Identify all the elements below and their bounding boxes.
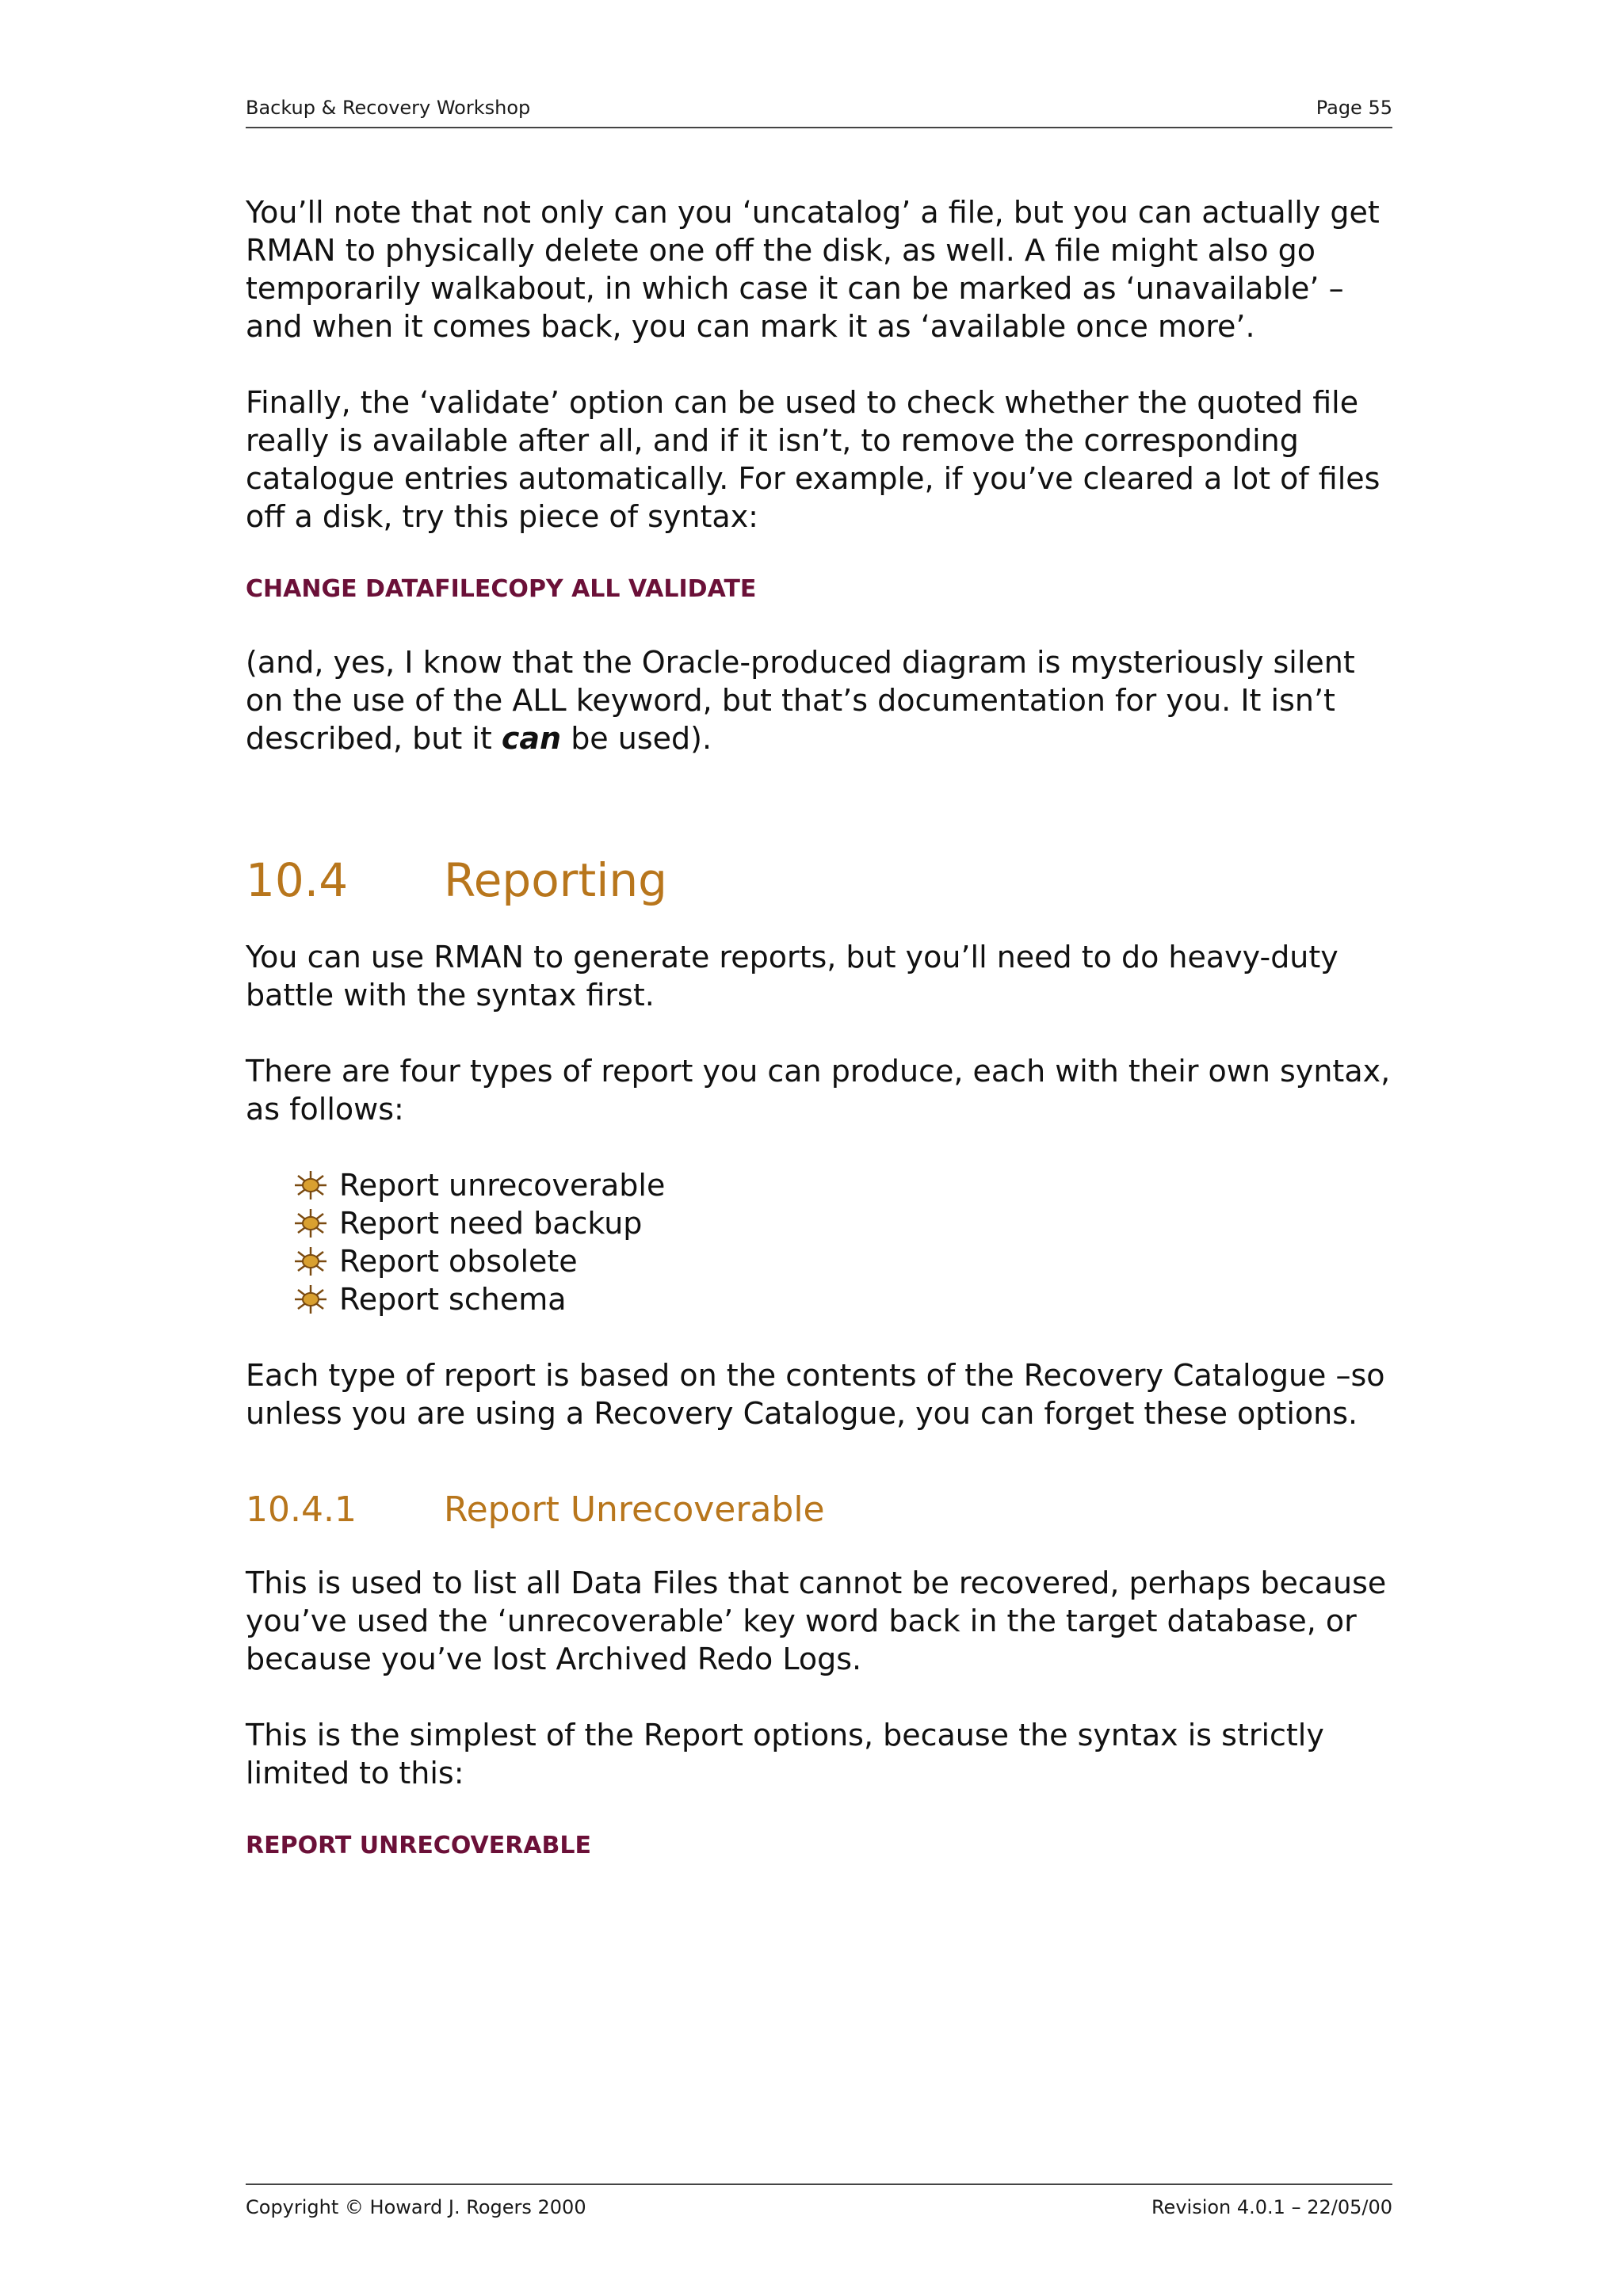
subsection-number: 10.4.1: [246, 1489, 357, 1530]
code-snippet: CHANGE DATAFILECOPY ALL VALIDATE: [246, 575, 757, 603]
list-item: [293, 1280, 1392, 1318]
paragraph: Each type of report is based on the contents of the Recovery Catalogue –so unless you are using a Recovery Catalogue, you can forget these options.: [246, 1358, 1385, 1431]
document-title: Backup & Recovery Workshop: [246, 97, 531, 119]
section-heading: [246, 852, 1392, 908]
subsection-heading: [246, 1488, 1392, 1532]
list-item-text: Report schema: [339, 1282, 567, 1317]
list-item-text: Report obsolete: [339, 1244, 578, 1279]
paragraph: This is used to list all Data Files that cannot be recovered, perhaps because you’ve used the ‘unrecoverable’ key word back in the target database, or because you’ve lost Archived Redo Logs.: [246, 1566, 1387, 1676]
section-number: 10.4: [246, 853, 349, 907]
report-types-list: [293, 1166, 1392, 1318]
page-number: Page 55: [1316, 97, 1392, 119]
page-footer: [246, 2183, 1392, 2225]
bug-bullet-icon: [293, 1245, 328, 1277]
section-title: Reporting: [444, 853, 667, 907]
subsection-title: Report Unrecoverable: [444, 1489, 825, 1530]
revision: Revision 4.0.1 – 22/05/00: [1151, 2196, 1392, 2218]
list-item: [293, 1166, 1392, 1204]
list-item-text: Report unrecoverable: [339, 1168, 666, 1203]
code-snippet: REPORT UNRECOVERABLE: [246, 1832, 592, 1859]
list-item-text: Report need backup: [339, 1206, 643, 1241]
paragraph: You’ll note that not only can you ‘uncatalog’ a file, but you can actually get RMAN to physically delete one off the disk, as well. A file might also go temporarily walkabout, in which case it can be marked as ‘unavailable’ –and when it comes back, you can mark it as ‘available once more’.: [246, 195, 1380, 344]
bug-bullet-icon: [293, 1283, 328, 1315]
page-body: [246, 193, 1392, 1900]
paragraph: You can use RMAN to generate reports, but you’ll need to do heavy-duty battle with the syntax first.: [246, 940, 1338, 1013]
list-item: [293, 1242, 1392, 1280]
copyright: Copyright © Howard J. Rogers 2000: [246, 2196, 586, 2218]
paragraph: Finally, the ‘validate’ option can be used to check whether the quoted file really is available after all, and if it isn’t, to remove the corresponding catalogue entries automatically. For example, if you’ve cleared a lot of files off a disk, try this piece of syntax:: [246, 385, 1381, 534]
paragraph: There are four types of report you can produce, each with their own syntax, as follows:: [246, 1054, 1391, 1127]
bug-bullet-icon: [293, 1169, 328, 1201]
bug-bullet-icon: [293, 1207, 328, 1239]
paragraph: This is the simplest of the Report options, because the syntax is strictly limited to this:: [246, 1718, 1324, 1791]
list-item: [293, 1204, 1392, 1242]
page-header: [246, 95, 1392, 128]
emphasis-text: can: [501, 721, 562, 756]
paragraph-text: (and, yes, I know that the Oracle-produced diagram is mysteriously silent on the use of the ALL keyword, but that’s documentation for you. It isn’t described, but it: [246, 645, 1355, 756]
paragraph-text: be used).: [561, 721, 712, 756]
paragraph: [246, 643, 1392, 757]
